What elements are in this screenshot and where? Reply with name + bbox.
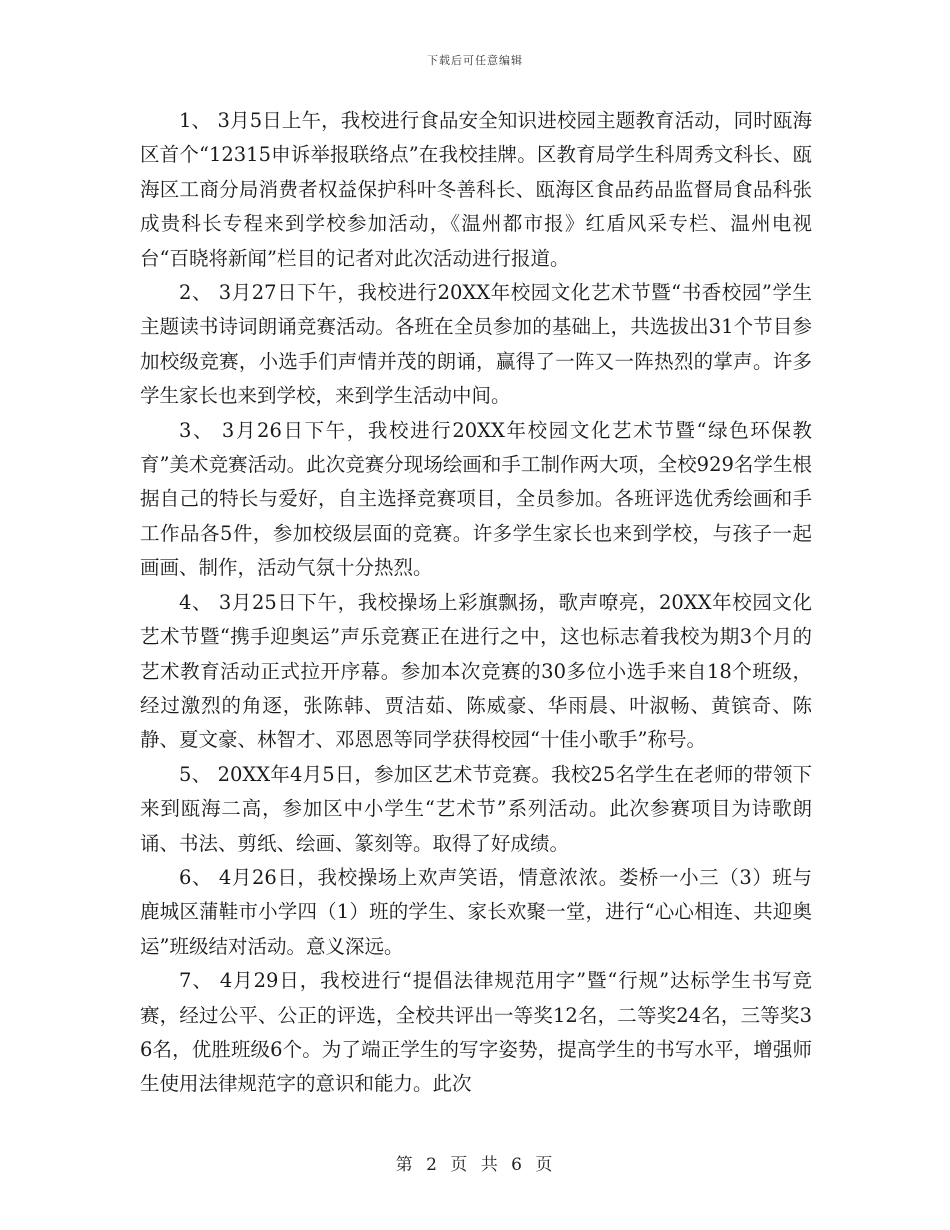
paragraph-5: 5、 20XX年4月5日，参加区艺术节竞赛。我校25名学生在老师的带领下来到瓯海二高，参加区中小学生“艺术节”系列活动。此次参赛项目为诗歌朗诵、书法、剪纸、绘画、篆刻等。取得了好成绩。: [140, 762, 812, 855]
paragraph-2: 2、 3月27日下午，我校进行20XX年校园文化艺术节暨“书香校园”学生主题读书诗词朗诵竞赛活动。各班在全员参加的基础上，共选拔出31个节目参加校级竞赛，小选手们声情并茂的朗诵，赢得了一阵又一阵热烈的掌声。许多学生家长也来到学校，来到学生活动中间。: [140, 281, 812, 408]
page-number-footer: 第 2 页 共 6 页: [395, 1155, 555, 1175]
page-header: 下载后可任意编辑: [427, 54, 523, 67]
paragraph-7: 7、 4月29日，我校进行“提倡法律规范用字”暨“行规”达标学生书写竞赛，经过公平、公正的评选，全校共评出一等奖12名，二等奖24名，三等奖36名，优胜班级6个。为了端正学生的写字姿势，提高学生的书写水平，增强师生使用法律规范字的意识和能力。此次: [140, 969, 812, 1096]
paragraph-3: 3、 3月26日下午，我校进行20XX年校园文化艺术节暨“绿色环保教育”美术竞赛活动。此次竞赛分现场绘画和手工制作两大项，全校929名学生根据自己的特长与爱好，自主选择竞赛项目，全员参加。各班评选优秀绘画和手工作品各5件，参加校级层面的竞赛。许多学生家长也来到学校，与孩子一起画画、制作，活动气氛十分热烈。: [140, 418, 812, 580]
paragraph-4: 4、 3月25日下午，我校操场上彩旗飘扬，歌声嘹亮，20XX年校园文化艺术节暨“携手迎奥运”声乐竞赛正在进行之中，这也标志着我校为期3个月的艺术教育活动正式拉开序幕。参加本次竞赛的30多位小选手来自18个班级，经过激烈的角逐，张陈韩、贾洁茹、陈威豪、华雨晨、叶淑畅、黄镔奇、陈静、夏文豪、林智才、邓恩恩等同学获得校园“十佳小歌手”称号。: [140, 590, 812, 752]
paragraph-1: 1、 3月5日上午，我校进行食品安全知识进校园主题教育活动，同时瓯海区首个“12315申诉举报联络点”在我校挂牌。区教育局学生科周秀文科长、瓯海区工商分局消费者权益保护科叶冬善科长、瓯海区食品药品监督局食品科张成贵科长专程来到学校参加活动，《温州都市报》红盾风采专栏、温州电视台“百晓将新闻”栏目的记者对此次活动进行报道。: [140, 109, 812, 270]
paragraph-6: 6、 4月26日，我校操场上欢声笑语，情意浓浓。娄桥一小三（3）班与鹿城区蒲鞋市小学四（1）班的学生、家长欢聚一堂，进行“心心相连、共迎奥运”班级结对活动。意义深远。: [140, 865, 812, 958]
document-body: [140, 104, 812, 1102]
